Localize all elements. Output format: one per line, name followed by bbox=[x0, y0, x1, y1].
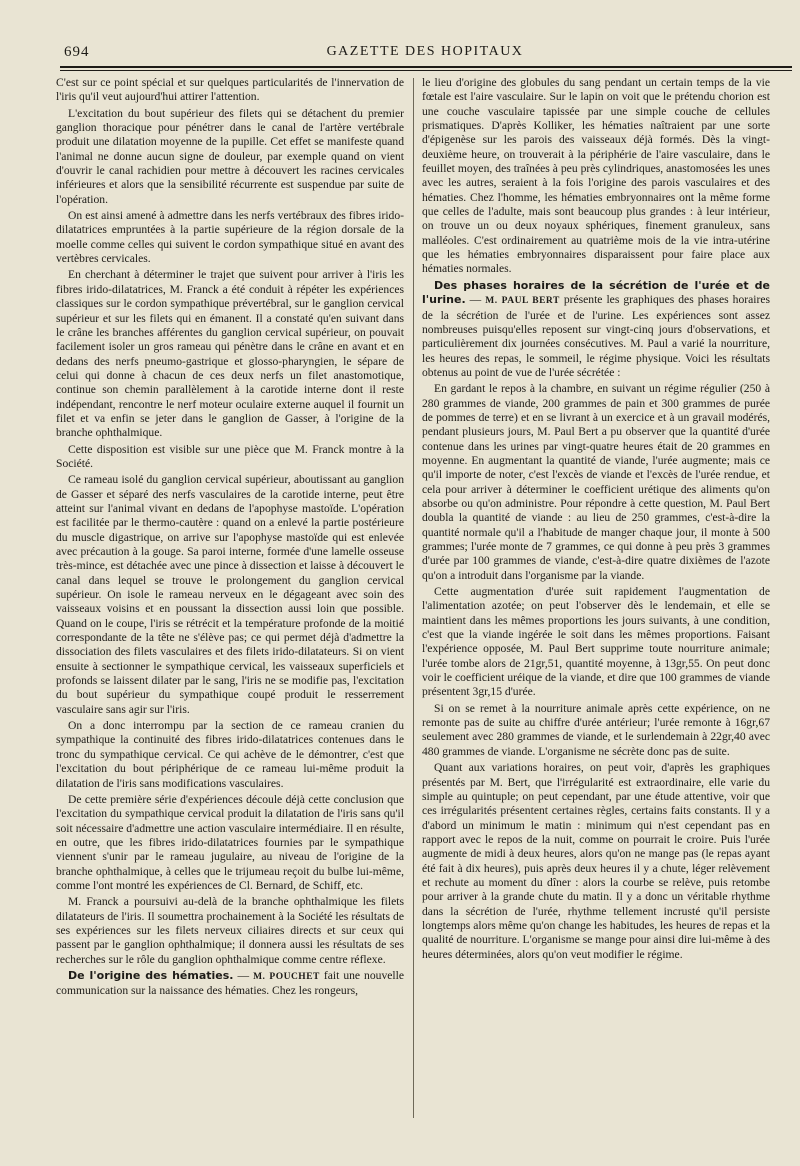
paragraph: M. Franck a poursuivi au-delà de la branche ophthalmique les filets dilatateurs de l'iris. Il soumettra prochainement à la Société les résultats de ses expériences sur les filets nerveux ciliaires directs et sur ceux qui passent par le ganglion ophthalmique; il donnera aussi les résultats de ses recherches sur le rôle du ganglion ophthalmique comme centre réflexe. bbox=[56, 895, 404, 966]
page-header bbox=[60, 40, 790, 62]
header-rule-thick bbox=[60, 66, 792, 68]
section-text: présente les graphiques des phases horaires de la sécrétion de l'urée et de l'urine. Les expériences sont assez nombreuses puisqu'elles reposent sur vingt-cinq jours d'observations, et particulièrement dix journées consécutives. M. Paul a varié la nourriture, les heures des repas, le sommeil, le régime physique. Voici les résultats obtenus au point de vue de l'urée sécrétée : bbox=[422, 293, 771, 379]
section-paragraph bbox=[56, 969, 404, 999]
section-paragraph bbox=[422, 279, 770, 380]
right-column bbox=[422, 76, 770, 964]
page-number: 694 bbox=[64, 44, 90, 60]
paragraph: Ce rameau isolé du ganglion cervical supérieur, aboutissant au ganglion de Gasser et séparé des nerfs vasculaires de la carotide interne, peut être atteint sur l'animal vivant en dedans de l'apophyse mastoïde. L'opération est facilitée par le thermo-cautère : quand on a enlevé la partie postérieure du muscle digastrique, on arrive sur l'apophyse mastoïde qui est enlevée avec précaution à la gouge. Sa paroi interne, formée d'une lamelle osseuse très-mince, est détachée avec une pince à dissection et laisse à découvert le canal dans lequel se trouve le prolongement du ganglion cervical supérieur. On isole le rameau nerveux en le dégageant avec soin des vaisseaux voisins et en poussant la dissection aussi loin que possible. Quand on le coupe, l'iris se rétrécit et la température profonde de la moitié correspondante de la tête ne s'élève pas; ce qui permet déjà d'admettre la dissociation des filets vasculaires et des filets irido-dilatateurs. Si on vient ensuite à sectionner le sympathique cervical, les vaisseaux superficiels et profonds se laissent dilater par le sang, l'iris ne se modifie pas, l'excitation du bout supérieur du sympathique coupé produit le resserrement vasculaire sans agir sur l'iris. bbox=[56, 473, 404, 716]
paragraph: Si on se remet à la nourriture animale après cette expérience, on ne remonte pas de suite au chiffre d'urée antérieur; l'urée remonte à 16gr,67 seulement avec 280 grammes de viande, et le surlendemain à 22gr,40 avec 480 grammes de viande. L'organisme ne sécrète donc pas de suite. bbox=[422, 701, 770, 758]
paragraph: De cette première série d'expériences découle déjà cette conclusion que l'excitation du sympathique cervical produit la dilatation de l'iris sans qu'il soit nécessaire d'admettre une action vasculaire intermédiaire. Il en résulte, en outre, que les fibres irido-dilatatrices fournies par le sympathique viennent s'unir par le rameau jugulaire, au niveau de l'origine de la branche ophthalmique, à celles que le trijumeau reçoit du bulbe lui-même, comme l'ont montré les expériences de Cl. Bernard, de Schiff, etc. bbox=[56, 792, 404, 892]
paragraph: On est ainsi amené à admettre dans les nerfs vertébraux des fibres irido-dilatatrices empruntées à la partie supérieure de la région dorsale de la moelle comme celles qui suivent le cordon sympathique situé en avant des vertèbres cervicales. bbox=[56, 209, 404, 266]
author-name: M. PAUL BERT bbox=[485, 296, 560, 307]
author-name: M. POUCHET bbox=[253, 971, 320, 982]
left-column bbox=[56, 76, 404, 1001]
journal-title: GAZETTE DES HOPITAUX bbox=[326, 44, 524, 59]
column-divider bbox=[413, 78, 414, 1118]
paragraph: Cette augmentation d'urée suit rapidement l'augmentation de l'alimentation azotée; on peut l'observer dès le lendemain, et elle se maintient dans les mêmes proportions les jours suivants, à une condition, c'est que la viande ingérée le soit dans les mêmes proportions. Faisant l'expérience opposée, M. Paul Bert supprime toute nourriture animale; l'urée tombe alors de 21gr,51, quantité moyenne, à 13gr,55. On peut donc voir le coefficient uréique de la viande, et dire que 100 grammes de viande présentent 3gr,15 d'urée. bbox=[422, 585, 770, 699]
paragraph: On a donc interrompu par la section de ce rameau cranien du sympathique la continuité des fibres irido-dilatatrices contenues dans le tronc du sympathique cervical. Ce qui achève de le démontrer, c'est que l'excitation du bout périphérique de ce rameau lui-même produit la dilatation de l'iris sans modifications vasculaires. bbox=[56, 719, 404, 790]
paragraph: L'excitation du bout supérieur des filets qui se détachent du premier ganglion thoracique pour pénétrer dans le canal de l'artère vertébrale produit une dilatation moyenne de la pupille. Cet effet se manifeste quand l'animal ne donne aucun signe de douleur, par exemple quand on vient d'ouvrir le canal rachidien pour mettre à découvert les racines cervicales inférieures et alors que la sensibilité récurrente est suspendue par suite de l'opération. bbox=[56, 106, 404, 206]
paragraph: le lieu d'origine des globules du sang pendant un certain temps de la vie fœtale est l'aire vasculaire. Sur le lapin on voit que le prétendu chorion est une couche vasculaire tapissée par une simple couche de cellules prismatiques. D'après Kolliker, les hématies naîtraient par une sorte d'épigenèse sur les parois des vaisseaux déjà formés. Dès la vingt-deuxième heure, on trouverait à la périphérie de l'aire vasculaire, dans le feuillet moyen, des traînées à peu près cylindriques, anastomosées les unes avec les autres, seraient à la fois l'origine des parois vasculaires et des hématies. Chez l'homme, les hématies embryonnaires ont la même forme que celles de l'adulte, mais sont beaucoup plus grandes : à leur intérieur, on trouve un ou deux noyaux sphériques, finement granuleux, sans malléoles. C'est ordinairement au quatrième mois de la vie intra-utérine que les hématies embryonnaires disparaissent pour faire place aux hématies normales. bbox=[422, 76, 770, 276]
paragraph: Quant aux variations horaires, on peut voir, d'après les graphiques présentés par M. Bert, que l'irrégularité est extraordinaire, elle varie du simple au quintuple; on peut cependant, par une étude attentive, voir que ces irrégularités présentent certaines règles, certains faits constants. Il y a d'abord un minimum le matin : minimum qui n'est cependant pas en rapport avec le repos de la nuit, comme on pourrait le croire. Puis l'urée augmente de midi à deux heures, alors qu'on ne mange pas (le repas ayant été fait à dix heures), puis après deux heures il y a chute, léger relèvement et rechute au moment du dîner : alors la courbe se relève, puis retombe pour arriver à la grande chute du matin. Il y a donc un véritable rhythme dans la sécrétion de l'urée, rhythme tellement incrusté qu'il persiste longtemps alors même qu'on change les habitudes, les heures de repas et la qualité de nourriture. L'organisme se mange pour ainsi dire lui-même à des heures déterminées, alors qu'on veut modifier le régime. bbox=[422, 761, 770, 961]
section-heading: Des phases horaires de la sécrétion de l'urée et de l'urine. bbox=[422, 278, 770, 307]
section-text: fait une nouvelle communication sur la naissance des hématies. Chez les rongeurs, bbox=[56, 968, 404, 998]
header-rule-thin bbox=[60, 70, 792, 71]
paragraph: C'est sur ce point spécial et sur quelques particularités de l'innervation de l'iris qu'il veut aujourd'hui attirer l'attention. bbox=[56, 76, 404, 104]
paragraph: En cherchant à déterminer le trajet que suivent pour arriver à l'iris les fibres irido-dilatatrices, M. Franck a été conduit à répéter les expériences classiques sur le cordon sympathique prévertébral, sur le ganglion cervical supérieur et sur les filets qui en émanent. Il a constaté qu'en suivant dans le crâne les branches afférentes du ganglion cervical supérieur, on pouvait facilement isoler un gros rameau qui pénètre dans le crâne en avant et en dedans des nerfs pneumo-gastrique et glosso-pharyngien, le sépare de celui qui donne à chacun de ces deux nerfs un filet anastomotique, continue son chemin parallèlement à la carotide interne dont il reste indépendant, rencontre le nerf moteur oculaire externe auquel il fournit un filet et va enfin se jeter dans le ganglion de Gasser, à l'origine de la branche ophthalmique. bbox=[56, 268, 404, 440]
section-heading: De l'origine des hématies. bbox=[68, 968, 234, 982]
dash: — bbox=[233, 968, 254, 982]
paragraph: Cette disposition est visible sur une pièce que M. Franck montre à la Société. bbox=[56, 442, 404, 470]
dash: — bbox=[465, 293, 486, 307]
paragraph: En gardant le repos à la chambre, en suivant un régime régulier (250 à 280 grammes de viande, 200 grammes de pain et 300 grammes de purée de pommes de terre) et en se livrant à un exercice et à un gravail modérés, pendant plusieurs jours, M. Paul Bert a pu observer que la quantité d'urée contenue dans les urines par vingt-quatre heures était de 20 grammes en moyenne. En augmentant la quantité de viande, l'urée augmente; mais ce qu'il importe de noter, c'est l'excès de viande et l'excès de l'urée rendue, et cela pour arriver à déterminer le coefficient urétique des aliments qu'on absorbe ou qu'on administre. Pour répondre à cette question, M. Paul Bert doubla la quantité de viande : au lieu de 250 grammes, c'est-à-dire la quantité normale qu'il a l'habitude de manger chaque jour, il monte à 500 grammes; l'urée monte de 7 grammes, ce qui donne à peu près 3 grammes d'urée par 100 grammes de viande, c'est-à-dire quatre dixièmes de l'azote qu'on a introduit dans l'organisme par la viande. bbox=[422, 382, 770, 582]
